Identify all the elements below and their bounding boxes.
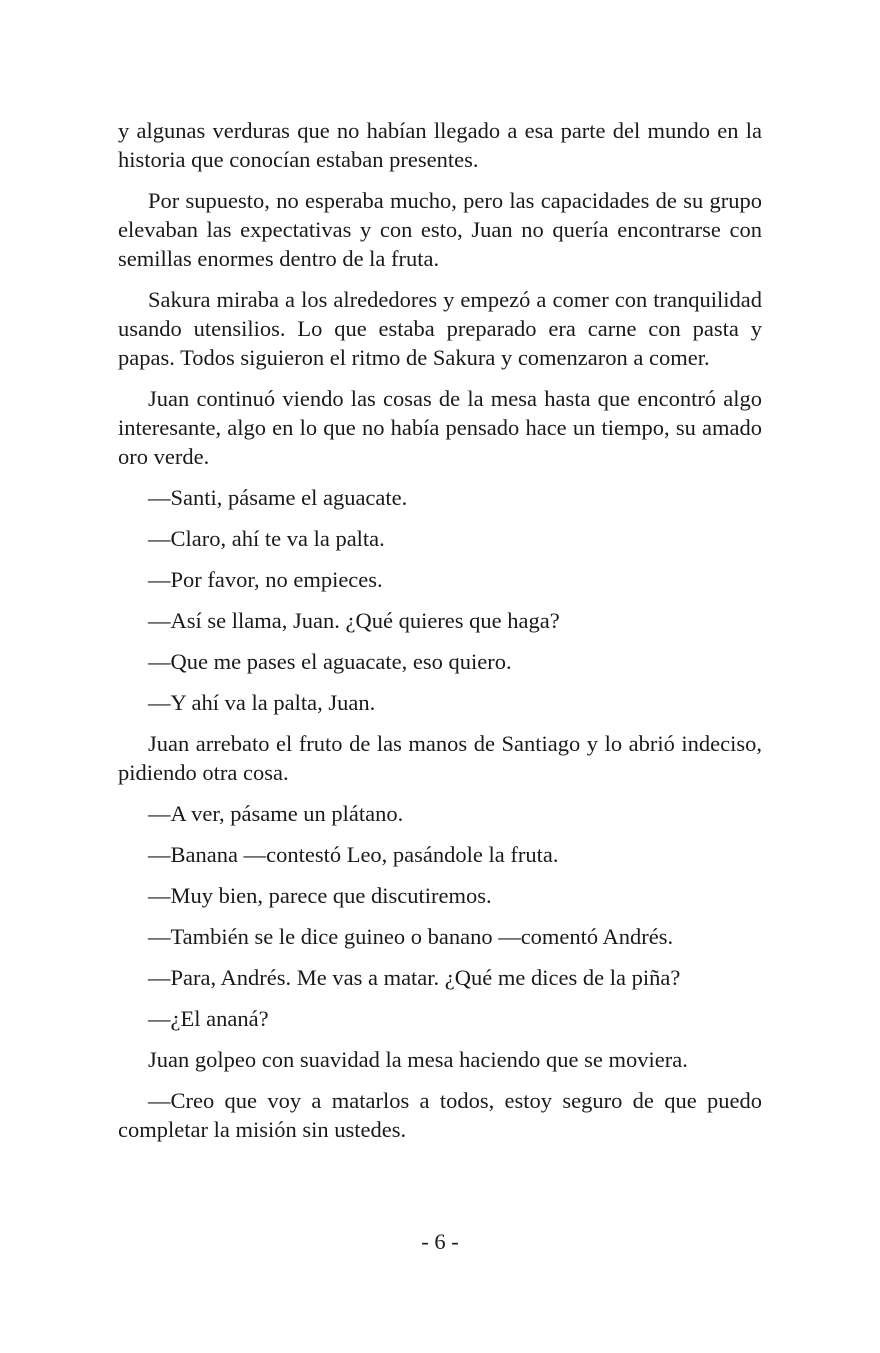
paragraph: Sakura miraba a los alrededores y empezó a comer con tranquilidad usando utensilios. Lo que estaba preparado era carne con pasta y papas. Todos siguieron el ritmo de Sakura y comenzaron a comer. — [118, 287, 762, 370]
dialogue-line: —Y ahí va la palta, Juan. — [148, 690, 376, 715]
dialogue-line: —Que me pases el aguacate, eso quiero. — [148, 649, 512, 674]
dialogue-line: —Santi, pásame el aguacate. — [148, 485, 408, 510]
paragraph: Juan continuó viendo las cosas de la mesa hasta que encontró algo interesante, algo en lo que no había pensado hace un tiempo, su amado oro verde. — [118, 386, 762, 469]
dialogue-line: —A ver, pásame un plátano. — [148, 801, 404, 826]
dialogue-line: —Banana —contestó Leo, pasándole la fruta. — [148, 842, 559, 867]
dialogue-line: —Para, Andrés. Me vas a matar. ¿Qué me dices de la piña? — [148, 965, 681, 990]
paragraph: Juan golpeo con suavidad la mesa haciendo que se moviera. — [148, 1047, 688, 1072]
dialogue-line: —Por favor, no empieces. — [148, 567, 383, 592]
paragraph: Por supuesto, no esperaba mucho, pero las capacidades de su grupo elevaban las expectativas y con esto, Juan no quería encontrarse con semillas enormes dentro de la fruta. — [118, 188, 762, 271]
dialogue-line: —También se le dice guineo o banano —comentó Andrés. — [148, 924, 674, 949]
page-number: - 6 - — [421, 1229, 459, 1254]
page-body — [118, 116, 762, 1156]
paragraph: y algunas verduras que no habían llegado a esa parte del mundo en la historia que conocían estaban presentes. — [118, 118, 762, 172]
paragraph: Juan arrebato el fruto de las manos de Santiago y lo abrió indeciso, pidiendo otra cosa. — [118, 731, 762, 785]
dialogue-line: —Muy bien, parece que discutiremos. — [148, 883, 492, 908]
dialogue-line: —Claro, ahí te va la palta. — [148, 526, 385, 551]
dialogue-line: —Creo que voy a matarlos a todos, estoy seguro de que puedo completar la misión sin ustedes. — [118, 1088, 762, 1142]
dialogue-line: —Así se llama, Juan. ¿Qué quieres que haga? — [148, 608, 560, 633]
dialogue-line: —¿El ananá? — [148, 1006, 269, 1031]
